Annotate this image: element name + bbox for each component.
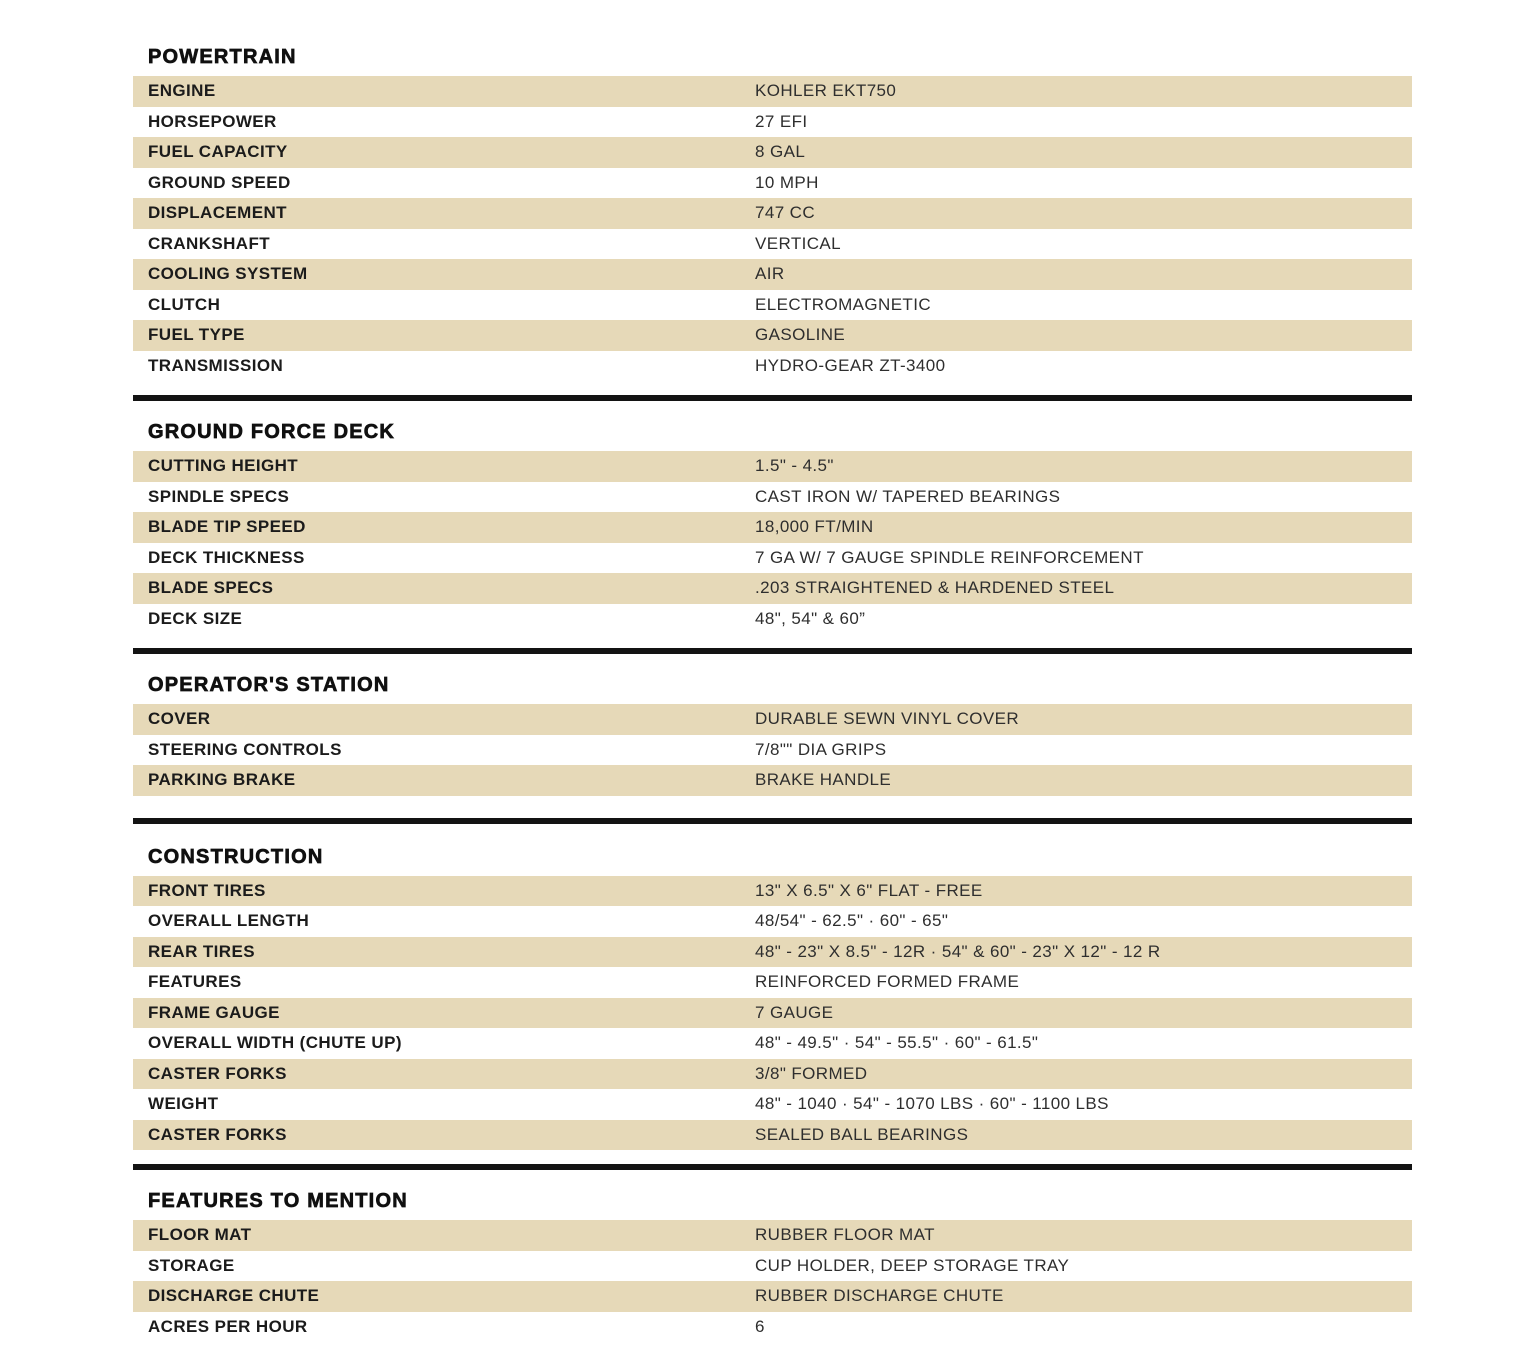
spec-label: ENGINE	[148, 81, 216, 101]
spec-value: .203 STRAIGHTENED & HARDENED STEEL	[755, 578, 1115, 598]
spec-label: STEERING CONTROLS	[148, 739, 342, 759]
spec-label: BLADE TIP SPEED	[148, 517, 306, 537]
spec-label: STORAGE	[148, 1255, 235, 1275]
spec-row	[133, 543, 1412, 574]
spec-value: 18,000 FT/MIN	[755, 517, 874, 537]
spec-label: DECK SIZE	[148, 608, 243, 628]
spec-label: DISCHARGE CHUTE	[148, 1286, 320, 1306]
spec-row	[133, 604, 1412, 635]
section-title: CONSTRUCTION	[148, 845, 324, 868]
spec-row	[133, 512, 1412, 543]
spec-row	[133, 735, 1412, 766]
spec-label: FLOOR MAT	[148, 1225, 252, 1245]
spec-value: 6	[755, 1316, 765, 1336]
section-rows	[133, 76, 1412, 381]
spec-value: HYDRO-GEAR ZT-3400	[755, 355, 946, 375]
spec-label: FEATURES	[148, 972, 242, 992]
spec-value: VERTICAL	[755, 233, 842, 253]
spec-value: BRAKE HANDLE	[755, 770, 892, 790]
spec-value: 3/8" FORMED	[755, 1063, 868, 1083]
spec-value: REINFORCED FORMED FRAME	[755, 972, 1020, 992]
spec-value: 27 EFI	[755, 111, 808, 131]
spec-row	[133, 482, 1412, 513]
spec-row	[133, 573, 1412, 604]
section-divider	[133, 818, 1412, 824]
spec-value: 48/54" - 62.5" · 60" - 65"	[755, 911, 949, 931]
spec-section	[133, 421, 1412, 654]
spec-label: COVER	[148, 709, 211, 729]
spec-label: FUEL CAPACITY	[148, 142, 288, 162]
spec-row	[133, 1059, 1412, 1090]
spec-value: DURABLE SEWN VINYL COVER	[755, 709, 1020, 729]
spec-row	[133, 290, 1412, 321]
spec-row	[133, 967, 1412, 998]
spec-row	[133, 704, 1412, 735]
spec-row	[133, 1312, 1412, 1343]
spec-row	[133, 1089, 1412, 1120]
spec-row	[133, 259, 1412, 290]
spec-value: 747 CC	[755, 203, 816, 223]
spec-value: 7/8"" DIA GRIPS	[755, 739, 887, 759]
spec-value: 13" X 6.5" X 6" FLAT - FREE	[755, 880, 983, 900]
section-divider	[133, 395, 1412, 401]
section-rows	[133, 451, 1412, 634]
spec-value: 48" - 23" X 8.5" - 12R · 54" & 60" - 23" X 12" - 12 R	[755, 941, 1161, 961]
spec-label: HORSEPOWER	[148, 111, 277, 131]
spec-row	[133, 1220, 1412, 1251]
spec-value: AIR	[755, 264, 785, 284]
spec-label: FUEL TYPE	[148, 325, 245, 345]
spec-row	[133, 1281, 1412, 1312]
section-divider	[133, 648, 1412, 654]
section-rows	[133, 704, 1412, 796]
spec-label: CLUTCH	[148, 294, 221, 314]
spec-label: CASTER FORKS	[148, 1124, 287, 1144]
section-rows	[133, 876, 1412, 1151]
section-divider	[133, 1164, 1412, 1170]
spec-label: FRONT TIRES	[148, 880, 266, 900]
spec-section	[133, 1190, 1412, 1342]
spec-row	[133, 351, 1412, 382]
spec-row	[133, 765, 1412, 796]
spec-value: CAST IRON W/ TAPERED BEARINGS	[755, 486, 1061, 506]
spec-label: WEIGHT	[148, 1094, 219, 1114]
spec-row	[133, 998, 1412, 1029]
spec-row	[133, 229, 1412, 260]
spec-label: BLADE SPECS	[148, 578, 274, 598]
spec-value: 7 GA W/ 7 GAUGE SPINDLE REINFORCEMENT	[755, 547, 1144, 567]
spec-row	[133, 107, 1412, 138]
spec-label: GROUND SPEED	[148, 172, 291, 192]
spec-value: ELECTROMAGNETIC	[755, 294, 932, 314]
spec-label: ACRES PER HOUR	[148, 1316, 308, 1336]
spec-row	[133, 906, 1412, 937]
spec-label: DISPLACEMENT	[148, 203, 287, 223]
spec-value: CUP HOLDER, DEEP STORAGE TRAY	[755, 1255, 1070, 1275]
spec-label: COOLING SYSTEM	[148, 264, 308, 284]
spec-value: 48", 54" & 60”	[755, 608, 866, 628]
spec-value: 10 MPH	[755, 172, 819, 192]
spec-tables	[133, 0, 1412, 1342]
spec-row	[133, 198, 1412, 229]
spec-label: OVERALL LENGTH	[148, 911, 310, 931]
spec-section	[133, 46, 1412, 401]
spec-row	[133, 451, 1412, 482]
spec-label: CRANKSHAFT	[148, 233, 271, 253]
spec-row	[133, 137, 1412, 168]
spec-value: RUBBER DISCHARGE CHUTE	[755, 1286, 1004, 1306]
spec-label: PARKING BRAKE	[148, 770, 296, 790]
spec-value: 48" - 49.5" · 54" - 55.5" · 60" - 61.5"	[755, 1033, 1039, 1053]
spec-value: GASOLINE	[755, 325, 846, 345]
spec-value: 48" - 1040 · 54" - 1070 LBS · 60" - 1100 LBS	[755, 1094, 1109, 1114]
section-title: POWERTRAIN	[148, 46, 297, 68]
spec-row	[133, 1251, 1412, 1282]
spec-label: REAR TIRES	[148, 941, 255, 961]
spec-row	[133, 876, 1412, 907]
spec-row	[133, 937, 1412, 968]
spec-row	[133, 320, 1412, 351]
spec-section	[133, 846, 1412, 1171]
spec-label: SPINDLE SPECS	[148, 486, 290, 506]
spec-value: SEALED BALL BEARINGS	[755, 1124, 969, 1144]
section-title: GROUND FORCE DECK	[148, 421, 396, 443]
spec-label: TRANSMISSION	[148, 355, 284, 375]
spec-value: KOHLER EKT750	[755, 81, 897, 101]
section-rows	[133, 1220, 1412, 1342]
section-title: FEATURES TO MENTION	[148, 1190, 408, 1212]
spec-row	[133, 168, 1412, 199]
spec-value: 8 GAL	[755, 142, 806, 162]
spec-value: RUBBER FLOOR MAT	[755, 1225, 935, 1245]
spec-section	[133, 674, 1412, 824]
spec-row	[133, 1028, 1412, 1059]
spec-row	[133, 76, 1412, 107]
spec-label: CUTTING HEIGHT	[148, 456, 299, 476]
spec-label: DECK THICKNESS	[148, 547, 305, 567]
spec-value: 1.5" - 4.5"	[755, 456, 834, 476]
spec-label: FRAME GAUGE	[148, 1002, 280, 1022]
spec-value: 7 GAUGE	[755, 1002, 834, 1022]
spec-label: OVERALL WIDTH (CHUTE UP)	[148, 1033, 402, 1053]
section-title: OPERATOR'S STATION	[148, 674, 390, 696]
spec-label: CASTER FORKS	[148, 1063, 287, 1083]
spec-row	[133, 1120, 1412, 1151]
